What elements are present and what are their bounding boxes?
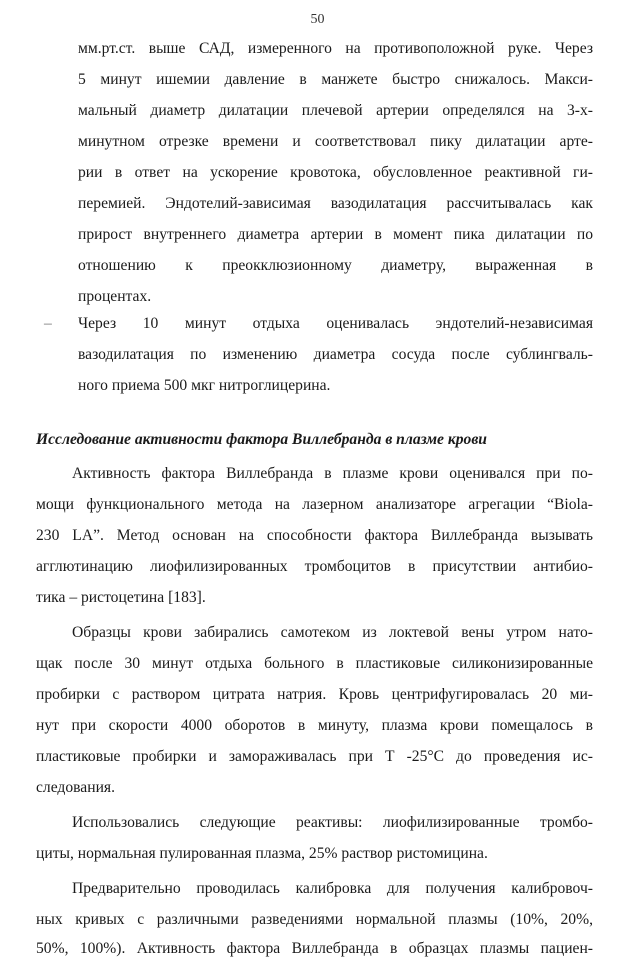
text-line: минутном отрезке времени и соответствовал пику дилатации арте-: [78, 133, 593, 150]
text-line: пластиковые пробирки и замораживалась при Т -25°С до проведения ис-: [36, 748, 593, 765]
page-number: 50: [310, 12, 325, 27]
text-line: 50%, 100%). Активность фактора Виллебранда в образцах плазмы пациен-: [36, 940, 593, 957]
text-line: перемией. Эндотелий-зависимая вазодилатация рассчитывалась как: [78, 195, 593, 212]
text-line: щак после 30 минут отдыха больного в пластиковые силиконизированные: [36, 655, 593, 672]
list-dash: –: [44, 315, 52, 332]
text-line: следования.: [36, 779, 115, 796]
text-line: Активность фактора Виллебранда в плазме крови оценивался при по-: [72, 465, 593, 482]
text-line: мощи функционального метода на лазерном анализаторе агрегации “Biola-: [36, 496, 593, 513]
text-line: мальный диаметр дилатации плечевой артерии определялся на 3-х-: [78, 102, 593, 119]
text-line: пробирки с раствором цитрата натрия. Кровь центрифугировалась 20 ми-: [36, 686, 593, 703]
text-line: прирост внутреннего диаметра артерии в момент пика дилатации по: [78, 226, 593, 243]
text-line: процентах.: [78, 288, 152, 305]
text-line: отношению к преокклюзионному диаметру, выраженная в: [78, 257, 593, 274]
text-line: 230 LA”. Метод основан на способности фактора Виллебранда вызывать: [36, 527, 593, 544]
text-line: вазодилатация по изменению диаметра сосуда после сублингваль-: [78, 346, 593, 363]
text-line: тика – ристоцетина [183].: [36, 589, 206, 606]
text-line: агглютинацию лиофилизированных тромбоцитов в присутствии антибио-: [36, 558, 593, 575]
text-line: 5 минут ишемии давление в манжете быстро снижалось. Макси-: [78, 71, 593, 88]
text-line: ного приема 500 мкг нитроглицерина.: [78, 377, 331, 394]
text-line: циты, нормальная пулированная плазма, 25% раствор ристомицина.: [36, 845, 488, 862]
text-line: Предварительно проводилась калибровка для получения калибровоч-: [72, 880, 593, 897]
text-line: рии в ответ на ускорение кровотока, обусловленное реактивной ги-: [78, 164, 593, 181]
text-line: ных кривых с различными разведениями нормальной плазмы (10%, 20%,: [36, 911, 593, 928]
text-line: Образцы крови забирались самотеком из локтевой вены утром нато-: [72, 624, 593, 641]
section-heading: Исследование активности фактора Виллебранда в плазме крови: [36, 431, 487, 448]
text-line: нут при скорости 4000 оборотов в минуту, плазма крови помещалось в: [36, 717, 593, 734]
text-line: Использовались следующие реактивы: лиофилизированные тромбо-: [72, 814, 593, 831]
text-line: мм.рт.ст. выше САД, измеренного на противоположной руке. Через: [78, 40, 593, 57]
text-line: Через 10 минут отдыха оценивалась эндотелий-независимая: [78, 315, 593, 332]
